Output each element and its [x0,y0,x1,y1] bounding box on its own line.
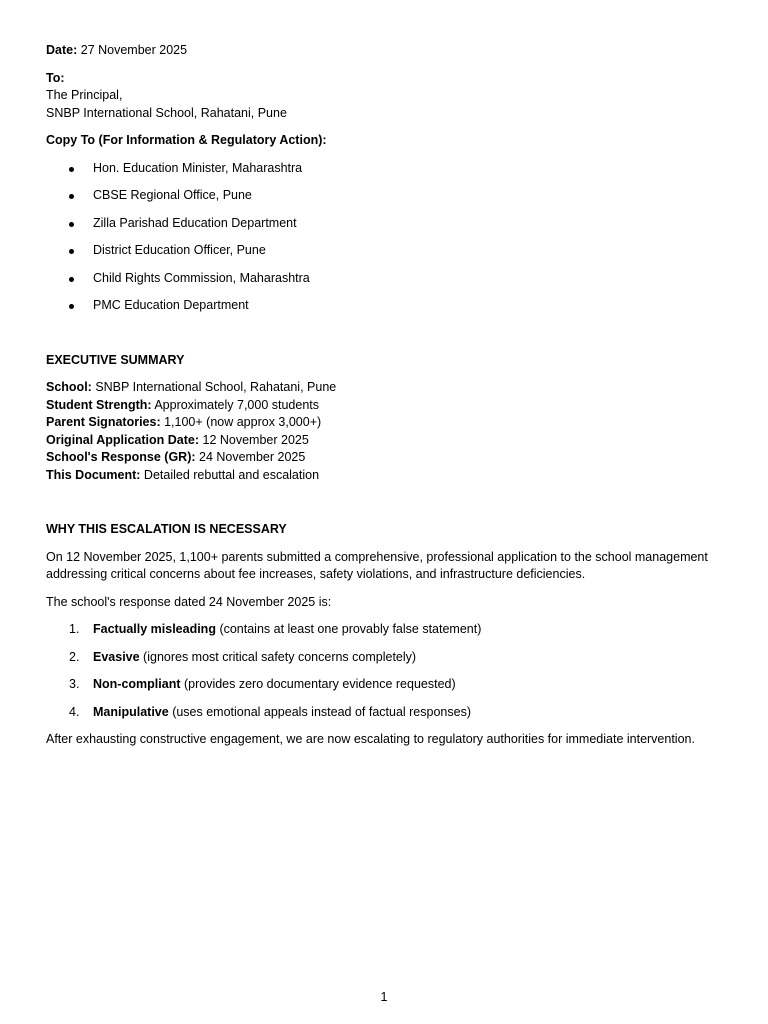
list-item: 4. Manipulative (uses emotional appeals instead of factual responses) [69,704,471,719]
list-item: District Education Officer, Pune [46,242,726,260]
bullet-icon [69,222,74,227]
bullet-icon [69,304,74,309]
bullet-icon [69,194,74,199]
bullet-icon [69,277,74,282]
bullet-icon [69,167,74,172]
page-number: 1 [380,990,388,1004]
summary-row: School: SNBP International School, Rahatani, Pune [46,380,337,394]
list-item: Zilla Parishad Education Department [46,215,726,233]
summary-row: Student Strength: Approximately 7,000 students [46,397,320,412]
date-line [46,42,726,60]
to-label: To: [46,70,65,85]
executive-summary-heading: EXECUTIVE SUMMARY [46,352,185,367]
bullet-icon [69,249,74,254]
list-item: CBSE Regional Office, Pune [46,187,726,205]
date-label: Date: [46,43,78,57]
list-item: Child Rights Commission, Maharashtra [46,270,726,288]
escalation-heading: WHY THIS ESCALATION IS NECESSARY [46,522,287,536]
list-item: 1. Factually misleading (contains at least one provably false statement) [69,622,482,636]
summary-row: Original Application Date: 12 November 2025 [46,432,309,447]
executive-summary-details [46,379,726,484]
recipient-line: The Principal, [46,88,123,102]
summary-row: This Document: Detailed rebuttal and escalation [46,467,320,482]
response-intro: The school's response dated 24 November 2025 is: [46,594,332,609]
recipient-line: SNBP International School, Rahatani, Pune [46,105,287,120]
recipient-block [46,70,726,123]
copy-to-list [46,160,726,315]
list-item: 3. Non-compliant (provides zero documentary evidence requested) [69,677,456,691]
document-page [46,42,726,759]
summary-row: Parent Signatories: 1,100+ (now approx 3,000+) [46,415,322,429]
response-issues-list [46,621,726,721]
list-item: Hon. Education Minister, Maharashtra [46,160,726,178]
summary-row: School's Response (GR): 24 November 2025 [46,450,306,464]
list-item: PMC Education Department [46,297,726,315]
list-item: 2. Evasive (ignores most critical safety concerns completely) [69,649,417,664]
escalation-paragraph: On 12 November 2025, 1,100+ parents submitted a comprehensive, professional application to the school management addressing critical concerns about fee increases, safety violations, and infrastructure deficiencies. [46,549,708,581]
copy-to-label: Copy To (For Information & Regulatory Action): [46,133,327,147]
closing-paragraph: After exhausting constructive engagement, we are now escalating to regulatory authorities for immediate intervention. [46,732,695,746]
date-value: 27 November 2025 [77,43,188,57]
